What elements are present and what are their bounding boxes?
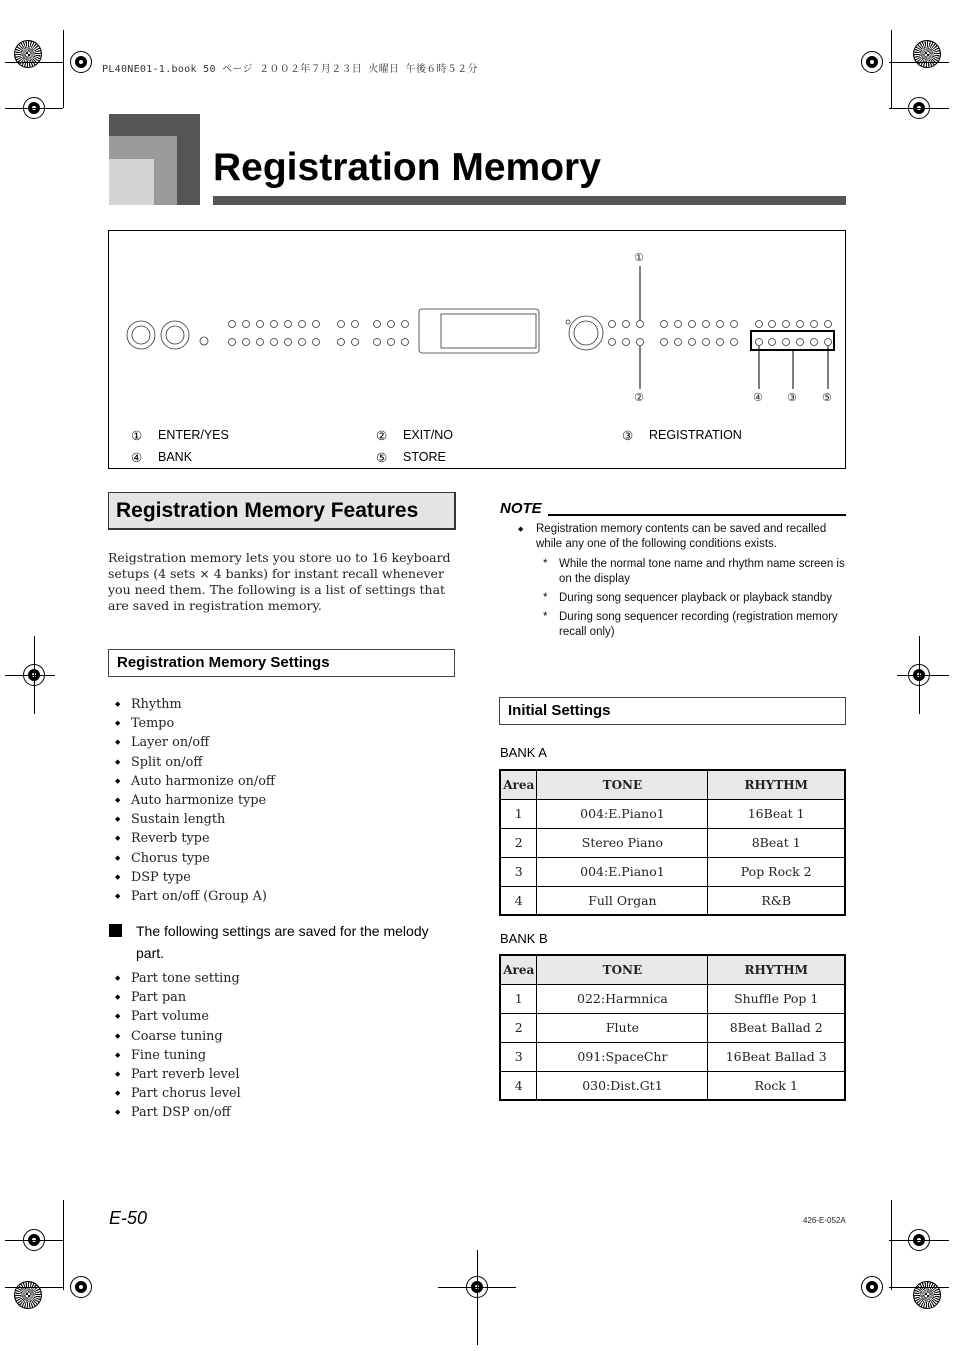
list-item: ◆ Part volume bbox=[108, 1007, 448, 1026]
column-header: RHYTHM bbox=[708, 770, 845, 799]
bank-b-label: BANK B bbox=[500, 931, 548, 946]
list-item: ◆ Reverb type bbox=[108, 829, 448, 848]
legend-3-number: ③ bbox=[622, 429, 634, 443]
area-cell: 2 bbox=[500, 828, 537, 857]
column-header: Area bbox=[500, 770, 537, 799]
list-item: ◆ Auto harmonize on/off bbox=[108, 772, 448, 791]
crosshair-mark bbox=[861, 51, 883, 73]
table-row bbox=[500, 984, 845, 1013]
settings-list bbox=[108, 695, 448, 906]
note-condition: During song sequencer recording (registration memory recall only) bbox=[559, 611, 838, 638]
note-condition: During song sequencer playback or playback standby bbox=[559, 592, 832, 604]
list-item: ◆ Part tone setting bbox=[108, 969, 448, 988]
table-row bbox=[500, 1013, 845, 1042]
note-asterisk: * bbox=[543, 611, 548, 623]
table-row bbox=[500, 828, 845, 857]
table-row bbox=[500, 1071, 845, 1100]
callout-5-marker: ⑤ bbox=[822, 391, 832, 404]
list-item: ◆ Rhythm bbox=[108, 695, 448, 714]
callout-3-marker: ③ bbox=[787, 391, 797, 404]
settings-heading-box bbox=[108, 649, 455, 677]
crosshair-mark bbox=[70, 51, 92, 73]
legend-5-number: ⑤ bbox=[376, 451, 388, 465]
note-condition: While the normal tone name and rhythm name screen is on the display bbox=[559, 558, 845, 585]
initial-settings-heading: Initial Settings bbox=[508, 702, 611, 719]
list-item: ◆ Fine tuning bbox=[108, 1046, 448, 1065]
rhythm-cell: R&B bbox=[708, 886, 845, 915]
tone-cell: Stereo Piano bbox=[537, 828, 708, 857]
legend-1-label: ENTER/YES bbox=[158, 428, 229, 442]
legend-2-number: ② bbox=[376, 429, 388, 443]
melody-note: The following settings are saved for the melody part. bbox=[136, 923, 429, 961]
list-item: ◆ Layer on/off bbox=[108, 733, 448, 752]
rhythm-cell: Pop Rock 2 bbox=[708, 857, 845, 886]
panel-figure bbox=[108, 230, 846, 469]
callout-2-marker: ② bbox=[634, 391, 644, 404]
bank-a-table bbox=[499, 769, 846, 916]
column-header: TONE bbox=[537, 955, 708, 984]
legend-3-label: REGISTRATION bbox=[649, 428, 742, 442]
registration-target-top-right bbox=[913, 40, 941, 68]
rhythm-cell: 8Beat Ballad 2 bbox=[708, 1013, 845, 1042]
title-underline-bar bbox=[213, 196, 846, 205]
list-item: ◆ Part chorus level bbox=[108, 1084, 448, 1103]
tone-cell: Flute bbox=[537, 1013, 708, 1042]
area-cell: 3 bbox=[500, 857, 537, 886]
tone-cell: 091:SpaceChr bbox=[537, 1042, 708, 1071]
features-heading: Registration Memory Features bbox=[116, 499, 419, 522]
note-bullet-icon: ◆ bbox=[518, 526, 524, 533]
list-item: ◆ Part on/off (Group A) bbox=[108, 887, 448, 906]
note-label: NOTE bbox=[500, 500, 542, 517]
tone-cell: Full Organ bbox=[537, 886, 708, 915]
legend-2-label: EXIT/NO bbox=[403, 428, 454, 442]
column-header: Area bbox=[500, 955, 537, 984]
initial-settings-heading-box bbox=[499, 697, 846, 725]
table-row bbox=[500, 886, 845, 915]
legend-4-label: BANK bbox=[158, 450, 193, 464]
rhythm-cell: 16Beat Ballad 3 bbox=[708, 1042, 845, 1071]
rhythm-cell: Rock 1 bbox=[708, 1071, 845, 1100]
note-main: Registration memory contents can be saved and recalled while any one of the following conditions exists. bbox=[536, 523, 827, 550]
note-asterisk: * bbox=[543, 558, 548, 570]
table-header-row bbox=[500, 770, 845, 799]
print-header: PL40NE01-1.book 50 ページ ２００２年７月２３日 火曜日 午後６時５２分 bbox=[102, 64, 478, 75]
list-item: ◆ Tempo bbox=[108, 714, 448, 733]
tone-cell: 004:E.Piano1 bbox=[537, 799, 708, 828]
page-number: E-50 bbox=[109, 1208, 148, 1228]
area-cell: 3 bbox=[500, 1042, 537, 1071]
list-item: ◆ Part DSP on/off bbox=[108, 1103, 448, 1122]
list-item: ◆ Chorus type bbox=[108, 849, 448, 868]
bank-a-label: BANK A bbox=[500, 745, 547, 760]
note-rule bbox=[548, 514, 846, 516]
area-cell: 4 bbox=[500, 1071, 537, 1100]
list-item: ◆ Coarse tuning bbox=[108, 1027, 448, 1046]
column-header: RHYTHM bbox=[708, 955, 845, 984]
column-header: TONE bbox=[537, 770, 708, 799]
area-cell: 4 bbox=[500, 886, 537, 915]
list-item: ◆ Auto harmonize type bbox=[108, 791, 448, 810]
title-decoration bbox=[109, 159, 154, 205]
list-item: ◆ Part pan bbox=[108, 988, 448, 1007]
callout-1-marker: ① bbox=[634, 251, 644, 264]
table-row bbox=[500, 857, 845, 886]
features-heading-box bbox=[108, 492, 456, 530]
callout-4-marker: ④ bbox=[753, 391, 763, 404]
table-row bbox=[500, 799, 845, 828]
table-row bbox=[500, 1042, 845, 1071]
registration-target-bottom-right bbox=[913, 1281, 941, 1309]
tone-cell: 030:Dist.Gt1 bbox=[537, 1071, 708, 1100]
area-cell: 1 bbox=[500, 799, 537, 828]
settings-heading: Registration Memory Settings bbox=[117, 654, 330, 671]
rhythm-cell: Shuffle Pop 1 bbox=[708, 984, 845, 1013]
registration-target-bottom-left bbox=[14, 1281, 42, 1309]
bank-b-table bbox=[499, 954, 846, 1101]
legend-4-number: ④ bbox=[131, 451, 143, 465]
features-intro: Reigstration memory lets you store uo to 16 keyboard setups (4 sets × 4 banks) for instant recall whenever you need them. The following is a list of settings that are saved in registration memory. bbox=[108, 550, 451, 613]
rhythm-cell: 16Beat 1 bbox=[708, 799, 845, 828]
page-title: Registration Memory bbox=[213, 146, 601, 189]
document-code: 426-E-052A bbox=[803, 1216, 846, 1225]
legend-5-label: STORE bbox=[403, 450, 446, 464]
crosshair-mark bbox=[861, 1276, 883, 1298]
area-cell: 2 bbox=[500, 1013, 537, 1042]
list-item: ◆ Split on/off bbox=[108, 753, 448, 772]
list-item: ◆ Part reverb level bbox=[108, 1065, 448, 1084]
rhythm-cell: 8Beat 1 bbox=[708, 828, 845, 857]
square-bullet bbox=[109, 924, 122, 937]
list-item: ◆ DSP type bbox=[108, 868, 448, 887]
area-cell: 1 bbox=[500, 984, 537, 1013]
note-asterisk: * bbox=[543, 592, 548, 604]
legend-1-number: ① bbox=[131, 429, 143, 443]
registration-target-top-left bbox=[14, 40, 42, 68]
tone-cell: 004:E.Piano1 bbox=[537, 857, 708, 886]
melody-settings-list bbox=[108, 969, 448, 1123]
crosshair-mark bbox=[70, 1276, 92, 1298]
tone-cell: 022:Harmnica bbox=[537, 984, 708, 1013]
table-header-row bbox=[500, 955, 845, 984]
list-item: ◆ Sustain length bbox=[108, 810, 448, 829]
